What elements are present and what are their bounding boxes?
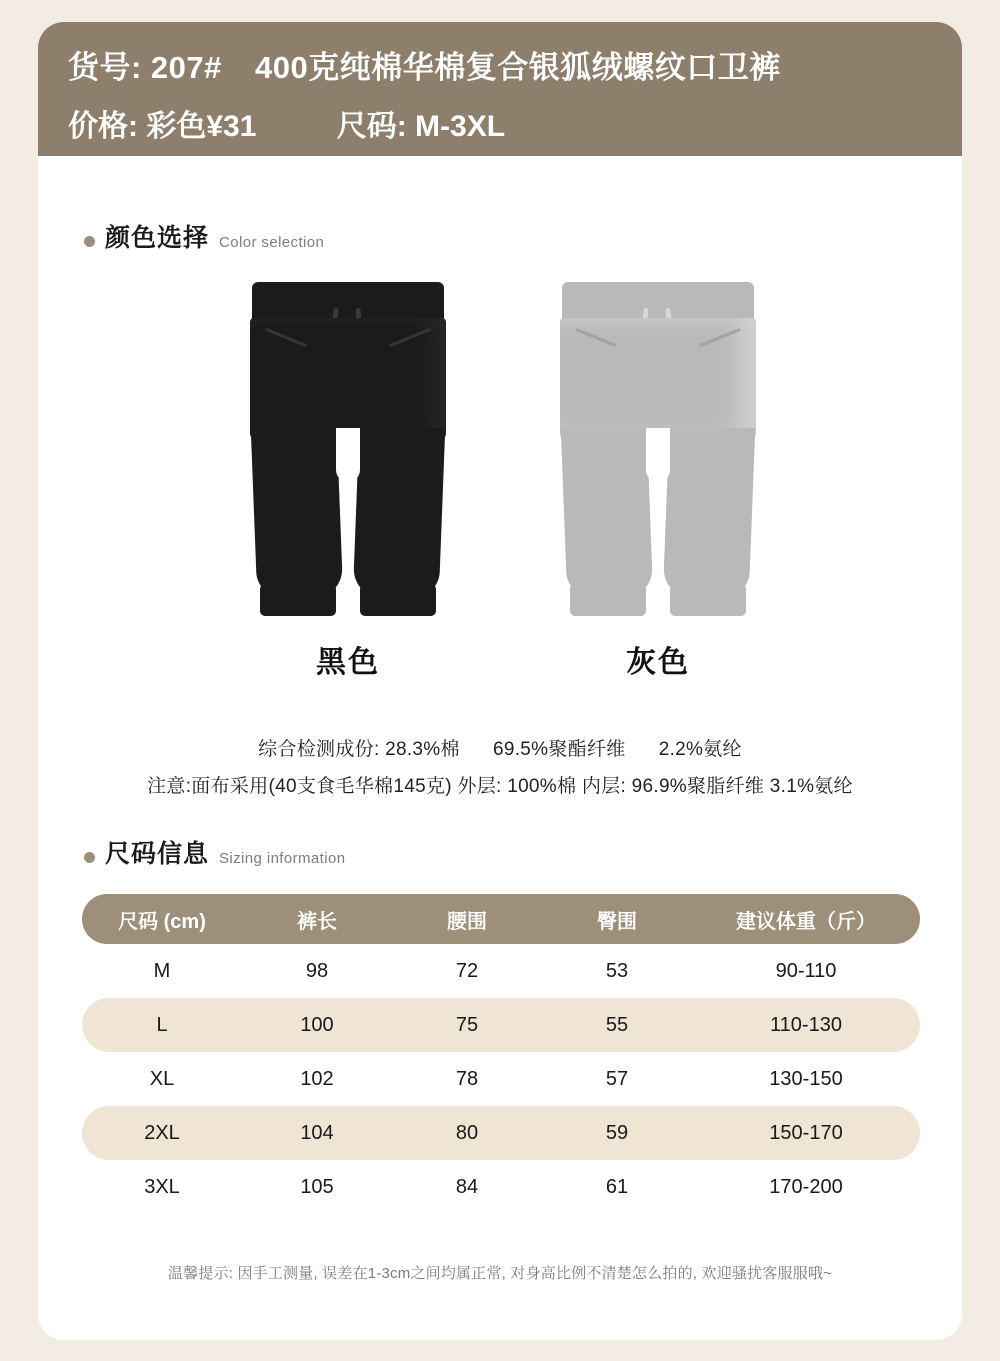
size-table: [82, 894, 920, 1214]
column-header-weight: 建议体重（斤）: [736, 910, 876, 933]
cell-size: L: [156, 1013, 168, 1036]
cell-size: XL: [149, 1067, 175, 1090]
color-option-black[interactable]: [198, 268, 498, 681]
cell-weight: 150-170: [769, 1121, 843, 1144]
section-title-cn: 尺码信息: [105, 840, 210, 868]
section-title-en: Color selection: [219, 234, 325, 251]
composition-cotton: 综合检测成份: 28.3%棉: [258, 739, 460, 760]
cell-waist: 72: [455, 959, 479, 982]
cell-size: M: [153, 959, 171, 982]
cell-length: 98: [305, 959, 329, 982]
table-row: [82, 1160, 920, 1214]
composition-spandex: 2.2%氨纶: [658, 739, 742, 760]
bullet-icon: [84, 852, 95, 863]
table-row: [82, 998, 920, 1052]
cell-waist: 84: [455, 1175, 479, 1198]
cell-hip: 57: [605, 1067, 629, 1090]
cell-length: 100: [300, 1013, 334, 1036]
price-label: 价格: 彩色¥31: [68, 110, 257, 143]
product-name: 400克纯棉华棉复合银狐绒螺纹口卫裤: [255, 50, 781, 85]
cell-hip: 61: [605, 1175, 629, 1198]
composition-polyester: 69.5%聚酯纤维: [492, 739, 626, 760]
leg-left: [251, 428, 344, 598]
crotch-gap: [336, 428, 360, 482]
cell-weight: 110-130: [770, 1013, 842, 1036]
pants-image-grey: [508, 268, 808, 623]
size-range-label: 尺码: M-3XL: [336, 110, 506, 143]
header-banner: [38, 22, 962, 156]
pants-image-black: [198, 268, 498, 623]
cell-length: 104: [300, 1121, 334, 1144]
cuff-left: [570, 584, 646, 616]
table-row: [82, 944, 920, 998]
cuff-right: [360, 584, 436, 616]
composition-line-1: [38, 734, 962, 761]
cell-size: 2XL: [144, 1121, 180, 1144]
color-label: 黑色: [316, 646, 380, 679]
cell-waist: 78: [455, 1067, 479, 1090]
cell-hip: 59: [605, 1121, 629, 1144]
table-row: [82, 1106, 920, 1160]
color-label: 灰色: [626, 646, 690, 679]
section-title-en: Sizing information: [219, 850, 346, 867]
cell-length: 102: [300, 1067, 334, 1090]
section-heading-size: [84, 834, 345, 870]
leg-right: [663, 428, 756, 598]
table-header-row: [82, 894, 920, 944]
cell-waist: 75: [455, 1013, 479, 1036]
waistband: [252, 282, 444, 322]
cell-weight: 90-110: [775, 959, 837, 982]
cell-hip: 53: [605, 959, 629, 982]
column-header-waist: 腰围: [447, 910, 487, 933]
composition-block: [38, 734, 962, 798]
cell-size: 3XL: [144, 1175, 180, 1198]
banner-line-price: [68, 101, 962, 145]
section-heading-color: [84, 218, 324, 254]
cuff-right: [670, 584, 746, 616]
crotch-gap: [646, 428, 670, 482]
leg-left: [561, 428, 654, 598]
banner-line-title: [68, 42, 962, 87]
column-header-size: 尺码 (cm): [118, 910, 206, 933]
bullet-icon: [84, 236, 95, 247]
section-title-cn: 颜色选择: [105, 224, 210, 252]
table-row: [82, 1052, 920, 1106]
cell-length: 105: [300, 1175, 334, 1198]
color-option-grey[interactable]: [508, 268, 808, 681]
composition-line-2: 注意:面布采用(40支食毛华棉145克) 外层: 100%棉 内层: 96.9%聚脂纤维 3.1%氨纶: [147, 776, 853, 797]
color-gallery: [38, 268, 962, 708]
cell-hip: 55: [605, 1013, 629, 1036]
waistband: [562, 282, 754, 322]
sku-label: 货号: 207#: [68, 50, 222, 85]
cell-waist: 80: [455, 1121, 479, 1144]
leg-right: [353, 428, 446, 598]
column-header-hip: 臀围: [597, 910, 637, 933]
column-header-length: 裤长: [297, 910, 337, 933]
cuff-left: [260, 584, 336, 616]
cell-weight: 170-200: [769, 1175, 843, 1198]
product-card: [38, 22, 962, 1340]
cell-weight: 130-150: [769, 1067, 843, 1090]
measurement-tip: 温馨提示: 因手工测量, 误差在1-3cm之间均属正常, 对身高比例不清楚怎么拍的, 欢迎骚扰客服服哦~: [167, 1265, 833, 1282]
